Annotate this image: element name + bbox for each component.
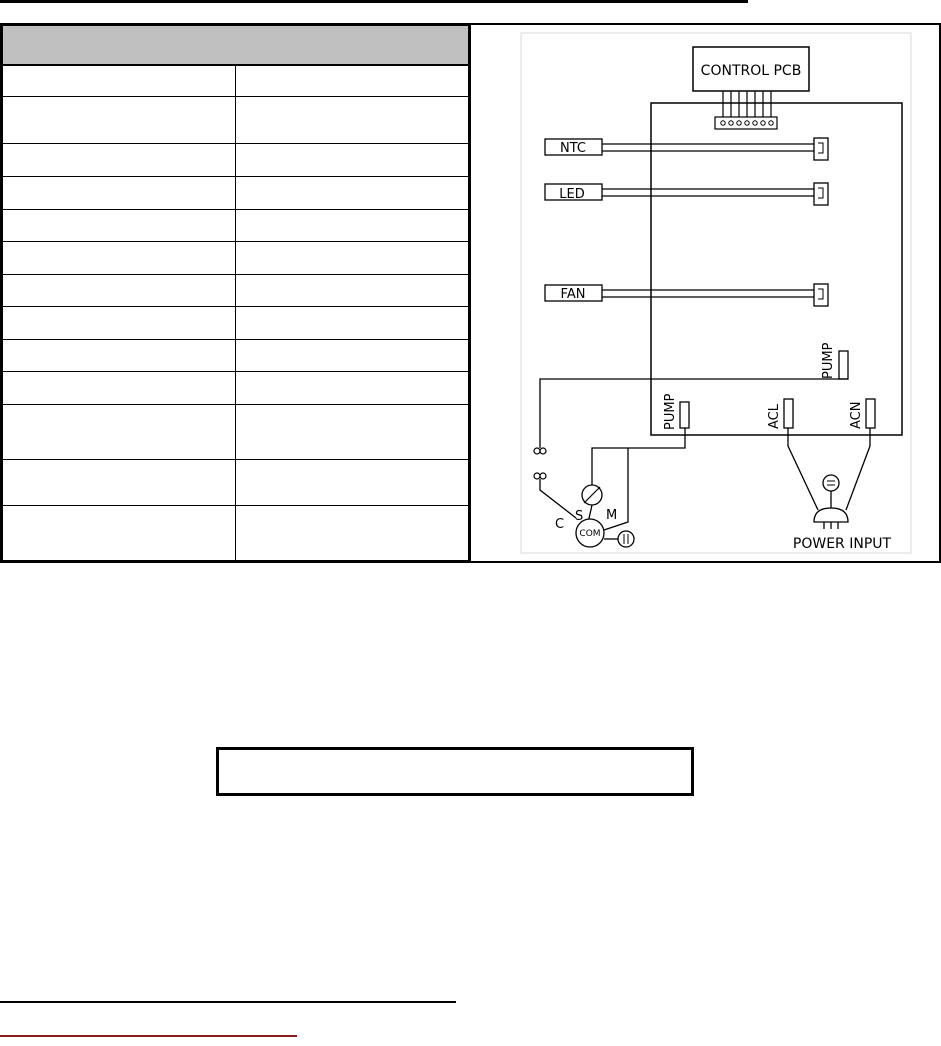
acn-label: ACN bbox=[849, 401, 864, 429]
table-row bbox=[3, 307, 469, 340]
table-row bbox=[3, 209, 469, 242]
table-cell bbox=[3, 242, 236, 275]
pcb-header-wires bbox=[723, 91, 771, 119]
table-cell bbox=[236, 144, 469, 177]
table-row bbox=[3, 242, 469, 275]
table-cell bbox=[3, 274, 236, 307]
acn-connector bbox=[866, 399, 875, 428]
ntc-label: NTC bbox=[560, 141, 586, 156]
table-row bbox=[3, 176, 469, 209]
table-cell bbox=[3, 209, 236, 242]
table-cell bbox=[236, 65, 469, 96]
table-cell bbox=[236, 459, 469, 505]
table-cell bbox=[236, 242, 469, 275]
main-board-outline bbox=[651, 103, 902, 435]
pump-wire bbox=[592, 428, 685, 487]
led-label: LED bbox=[559, 187, 585, 202]
contact-icon bbox=[540, 448, 546, 454]
table-row bbox=[3, 97, 469, 144]
acl-wire bbox=[788, 428, 818, 510]
fan-connector bbox=[814, 284, 828, 306]
power-plug-icon bbox=[814, 508, 848, 522]
ground-symbol bbox=[823, 475, 839, 491]
table-row bbox=[3, 65, 469, 96]
table-cell bbox=[3, 505, 236, 560]
table-cell bbox=[3, 97, 236, 144]
table-cell bbox=[3, 176, 236, 209]
table-cell bbox=[3, 404, 236, 459]
led-connector bbox=[814, 183, 828, 205]
table-cell bbox=[236, 176, 469, 209]
acl-connector bbox=[784, 399, 793, 428]
table-row bbox=[3, 505, 469, 560]
fan-label: FAN bbox=[560, 287, 586, 302]
table-row bbox=[3, 274, 469, 307]
table-cell bbox=[236, 339, 469, 372]
top-rule bbox=[0, 0, 748, 3]
pump-connector bbox=[680, 402, 689, 428]
compressor-com-label: COM bbox=[579, 529, 601, 539]
table-cell bbox=[236, 372, 469, 405]
table-cell bbox=[3, 307, 236, 340]
table-cell bbox=[236, 505, 469, 560]
table-cell bbox=[3, 144, 236, 177]
table-row bbox=[3, 339, 469, 372]
pump-label: PUMP bbox=[663, 393, 678, 430]
wiring-diagram-svg bbox=[471, 25, 939, 563]
contact-icon bbox=[540, 473, 546, 479]
table-cell bbox=[236, 97, 469, 144]
pump-top-connector bbox=[839, 351, 848, 379]
compressor-ground-icon bbox=[618, 531, 634, 547]
contact-icon bbox=[534, 473, 540, 479]
table-cell bbox=[236, 404, 469, 459]
table-header-row bbox=[3, 26, 469, 66]
power-input-label: POWER INPUT bbox=[792, 536, 892, 552]
table-cell bbox=[3, 339, 236, 372]
table-row bbox=[3, 404, 469, 459]
compressor-c-label: C bbox=[555, 517, 565, 532]
footer-link-underline[interactable] bbox=[0, 1035, 297, 1037]
table-cell bbox=[236, 209, 469, 242]
acl-label: ACL bbox=[767, 404, 782, 429]
table-header-cell bbox=[3, 26, 469, 66]
compressor-m-label: M bbox=[606, 508, 618, 523]
table-row bbox=[3, 459, 469, 505]
table-cell bbox=[236, 307, 469, 340]
table-cell bbox=[3, 65, 236, 96]
compressor-s-label: S bbox=[575, 509, 584, 524]
pump-top-wire bbox=[540, 379, 848, 448]
table-cell bbox=[3, 459, 236, 505]
table-cell bbox=[236, 274, 469, 307]
compressor-c-wire bbox=[540, 479, 576, 518]
acn-wire bbox=[846, 428, 870, 510]
control-pcb-label: CONTROL PCB bbox=[700, 63, 802, 79]
footer-rule bbox=[0, 1001, 456, 1003]
caption-box bbox=[216, 747, 694, 796]
pump-top-label: PUMP bbox=[821, 342, 836, 379]
wiring-diagram bbox=[471, 23, 941, 563]
ntc-connector bbox=[814, 138, 828, 160]
table-row bbox=[3, 372, 469, 405]
spec-table bbox=[0, 23, 471, 563]
table-cell bbox=[3, 372, 236, 405]
table-row bbox=[3, 144, 469, 177]
contact-icon bbox=[534, 448, 540, 454]
